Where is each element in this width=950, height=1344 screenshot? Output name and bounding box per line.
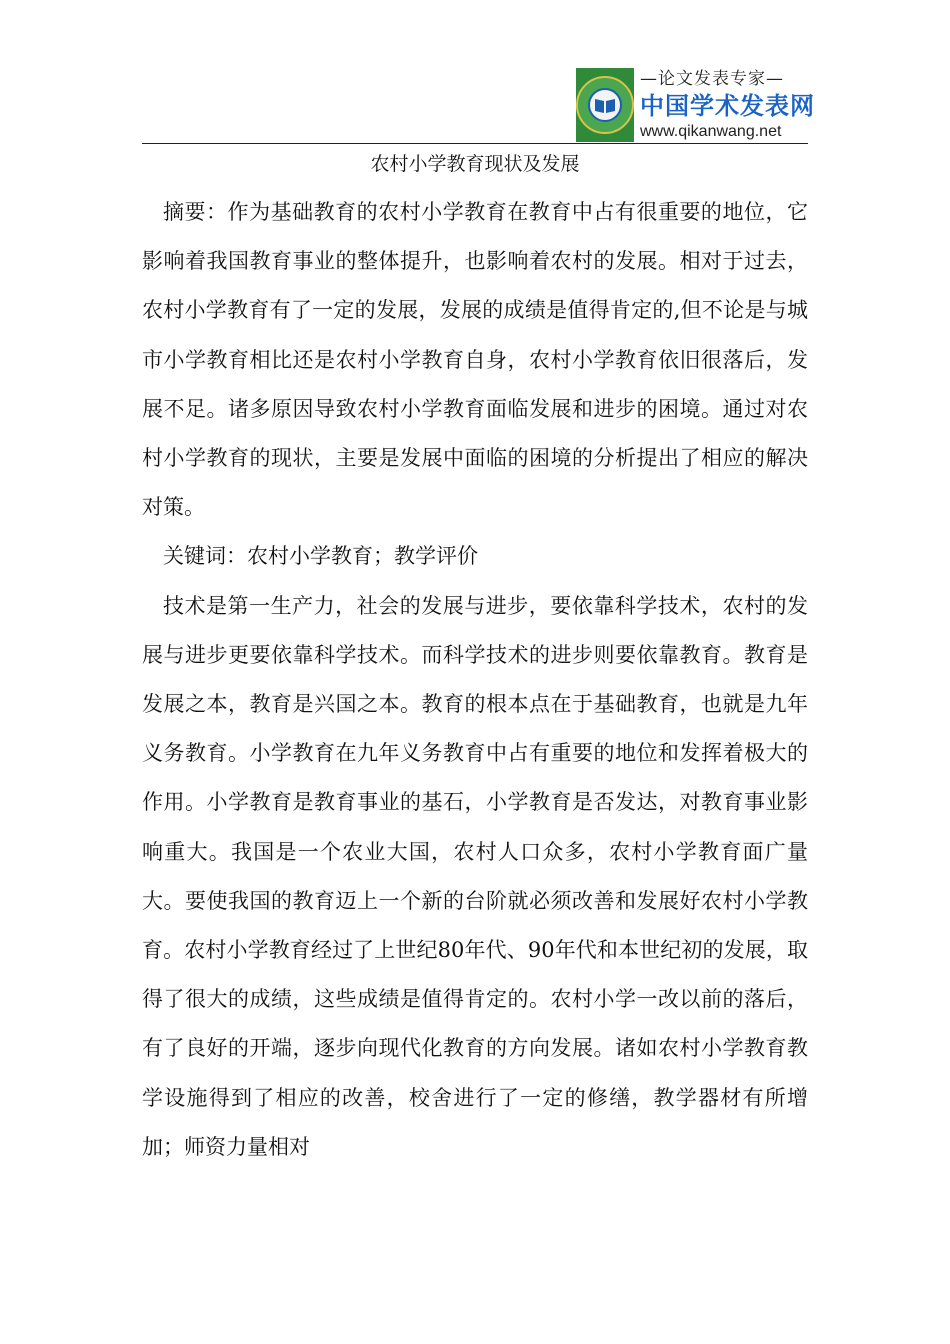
- document-title: 农村小学教育现状及发展: [370, 153, 580, 175]
- body-paragraph: 技术是第一生产力，社会的发展与进步，要依靠科学技术，农村的发展与进步更要依靠科学技术。而科学技术的进步则要依靠教育。教育是发展之本，教育是兴国之本。教育的根本点在于基础教育，也就是九年义务教育。小学教育在九年义务教育中占有重要的地位和发挥着极大的作用。小学教育是教育事业的基石，小学教育是否发达，对教育事业影响重大。我国是一个农业大国，农村人口众多，农村小学教育面广量大。要使我国的教育迈上一个新的台阶就必须改善和发展好农村小学教育。农村小学教育经过了上世纪80年代、90年代和本世纪初的发展，取得了很大的成绩，这些成绩是值得肯定的。农村小学一改以前的落后，有了良好的开端，逐步向现代化教育的方向发展。诸如农村小学教育教学设施得到了相应的改善，校舍进行了一定的修缮，教学器材有所增加；师资力量相对: [142, 593, 808, 1159]
- document-body: [142, 188, 808, 1172]
- logo-site-name: 中国学术发表网: [640, 92, 815, 120]
- abstract-paragraph: 摘要：作为基础教育的农村小学教育在教育中占有很重要的地位，它影响着我国教育事业的整体提升，也影响着农村的发展。相对于过去，农村小学教育有了一定的发展，发展的成绩是值得肯定的,但不论是与城市小学教育相比还是农村小学教育自身，农村小学教育依旧很落后，发展不足。诸多原因导致农村小学教育面临发展和进步的困境。通过对农村小学教育的现状，主要是发展中面临的困境的分析提出了相应的解决对策。: [142, 200, 808, 520]
- keywords-paragraph: 关键词：农村小学教育；教学评价: [163, 544, 478, 569]
- header-divider: [142, 143, 808, 144]
- logo-tagline: —论文发表专家—: [640, 69, 784, 89]
- seal-emblem-icon: [576, 68, 634, 142]
- site-logo[interactable]: [576, 68, 815, 142]
- logo-url: www.qikanwang.net: [640, 123, 782, 140]
